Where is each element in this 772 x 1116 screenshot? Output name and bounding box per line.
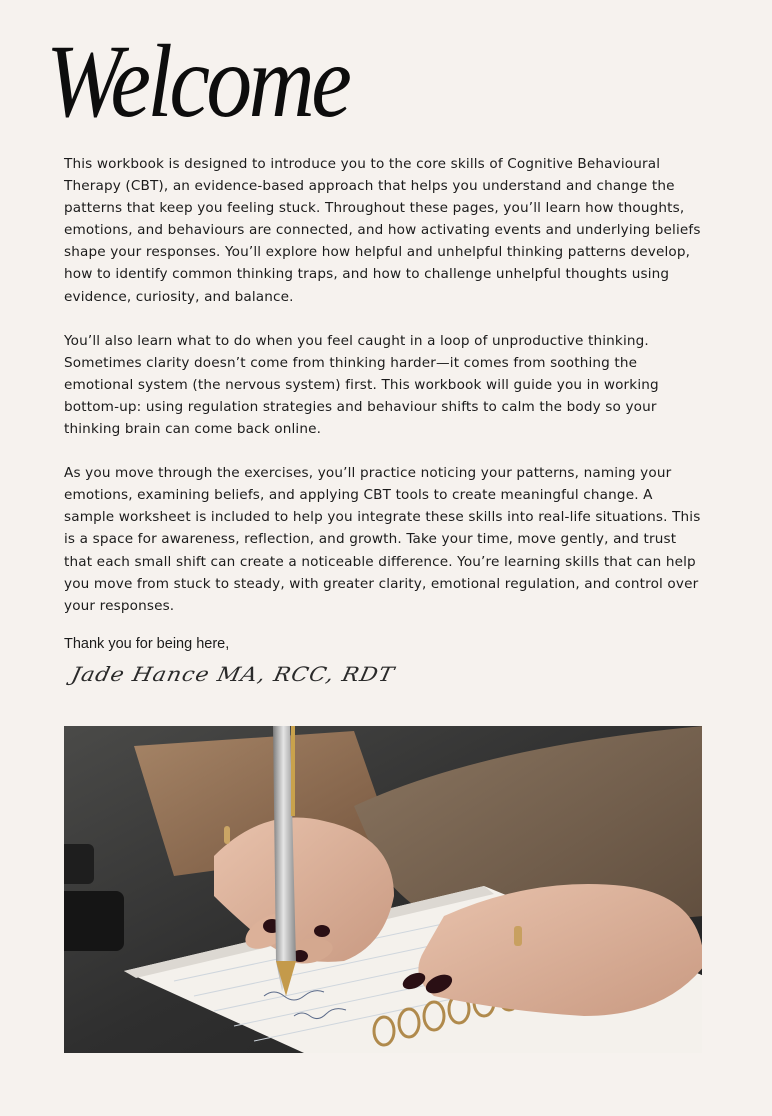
closing-line: Thank you for being here, bbox=[64, 636, 230, 652]
intro-body bbox=[64, 153, 706, 639]
paragraph-2: You’ll also learn what to do when you feel caught in a loop of unproductive thinking. Sometimes clarity doesn’t come from thinking harder—it comes from soothing the emotional system (the nervous system) first. This workbook will guide you in working bottom-up: using regulation strategies and behaviour shifts to calm the body so your thinking brain can come back online. bbox=[64, 332, 659, 438]
writing-photo bbox=[64, 726, 702, 1053]
paragraph-3: As you move through the exercises, you’ll practice noticing your patterns, naming your emotions, examining beliefs, and applying CBT tools to create meaningful change. A sample worksheet is included to help you integrate these skills into real-life situations. This is a space for awareness, reflection, and growth. Take your time, move gently, and trust that each small shift can create a noticeable difference. You’re learning skills that can help you move from stuck to steady, with greater clarity, emotional regulation, and control over your responses. bbox=[64, 465, 701, 614]
paragraph-1: This workbook is designed to introduce you to the core skills of Cognitive Behavioural Therapy (CBT), an evidence-based approach that helps you understand and change the patterns that keep you feeling stuck. Throughout these pages, you’ll learn how thoughts, emotions, and behaviours are connected, and how activating events and underlying beliefs shape your responses. You’ll explore how helpful and unhelpful thinking patterns develop, how to identify common thinking traps, and how to challenge unhelpful thoughts using evidence, curiosity, and balance. bbox=[64, 156, 701, 305]
signature: Jade Hance MA, RCC, RDT bbox=[69, 664, 397, 687]
page-title: Welcome bbox=[46, 24, 349, 139]
